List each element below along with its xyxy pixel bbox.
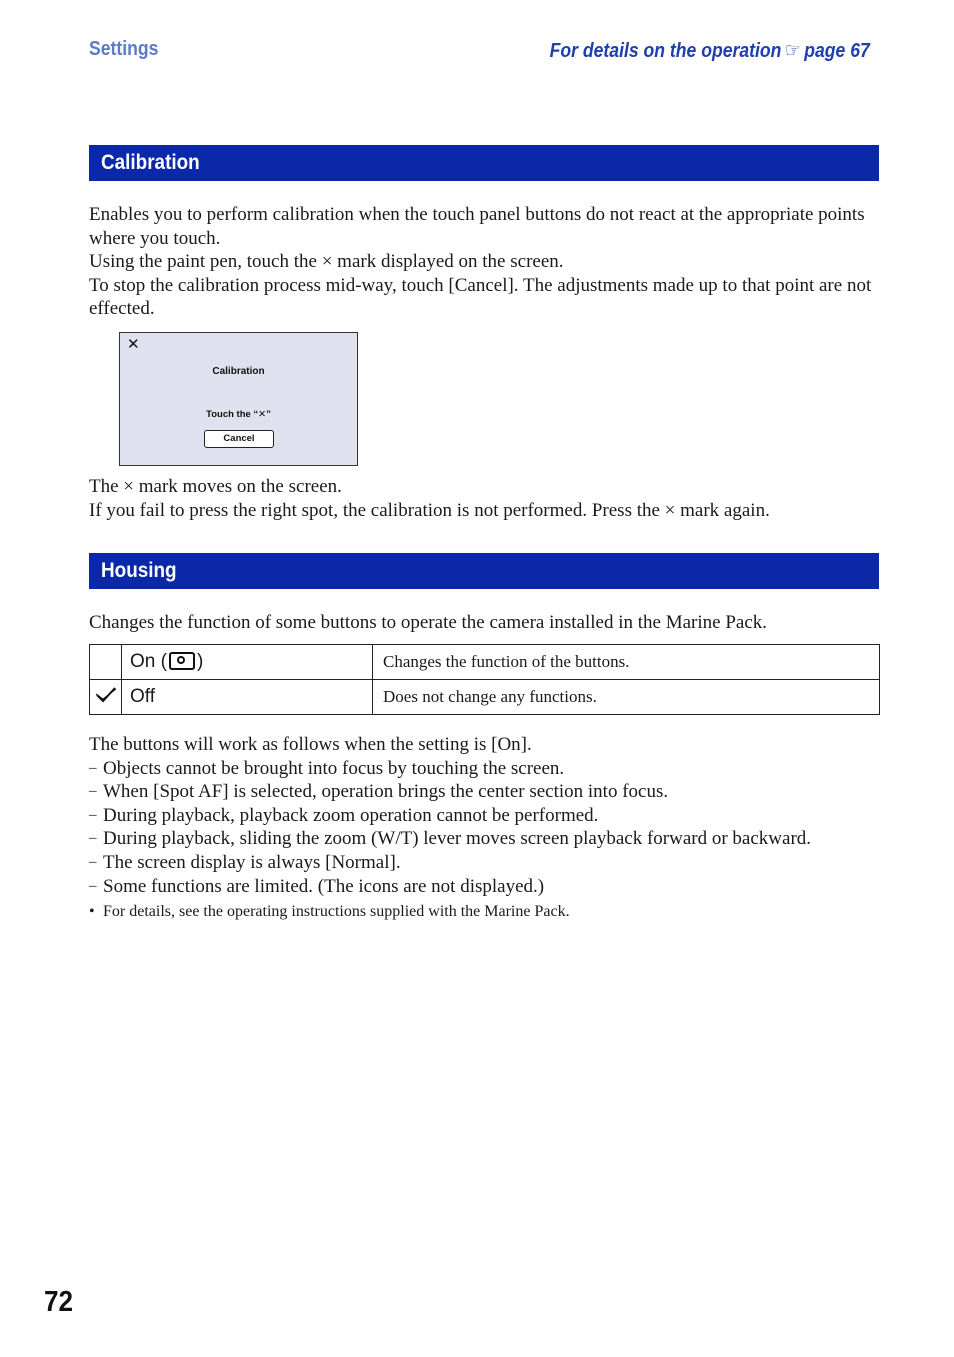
footnote-text: For details, see the operating instructions supplied with the Marine Pack. bbox=[103, 903, 570, 921]
housing-intro-text: Changes the function of some buttons to operate the camera installed in the Marine Pack. bbox=[89, 612, 767, 633]
list-item bbox=[89, 757, 879, 781]
list-item-text: The screen display is always [Normal]. bbox=[103, 851, 401, 873]
table-row bbox=[90, 680, 880, 715]
list-item bbox=[89, 827, 879, 851]
header-page-reference[interactable] bbox=[550, 38, 870, 63]
dash-marker: – bbox=[89, 806, 97, 823]
calibration-paragraph: Enables you to perform calibration when the touch panel buttons do not react at the appropriate points where you touch. bbox=[89, 204, 865, 249]
list-item bbox=[89, 875, 879, 899]
pointing-hand-icon: ☞ bbox=[785, 40, 801, 62]
housing-options-table bbox=[89, 644, 880, 715]
footnote bbox=[89, 900, 879, 924]
calibration-note: If you fail to press the right spot, the calibration is not performed. Press the × mark again. bbox=[89, 499, 770, 521]
cancel-button: Cancel bbox=[204, 430, 274, 448]
option-name-on bbox=[122, 645, 373, 680]
list-item-text: During playback, sliding the zoom (W/T) lever moves screen playback forward or backward. bbox=[103, 828, 812, 850]
dash-marker: – bbox=[89, 783, 97, 800]
calibration-paragraph: To stop the calibration process mid-way, touch [Cancel]. The adjustments made up to that point are not effected. bbox=[89, 274, 872, 320]
close-icon: ✕ bbox=[127, 336, 140, 353]
reference-page: page 67 bbox=[804, 40, 870, 62]
option-on-label-end: ) bbox=[196, 651, 204, 672]
dash-marker: – bbox=[89, 877, 97, 894]
calibration-title: Calibration bbox=[101, 151, 200, 174]
check-cell bbox=[90, 645, 122, 680]
calibration-instruction: Touch the “✕” bbox=[206, 409, 271, 420]
list-item-text: Some functions are limited. (The icons are not displayed.) bbox=[103, 875, 545, 897]
list-item bbox=[89, 851, 879, 875]
housing-camera-icon bbox=[169, 652, 195, 670]
housing-title: Housing bbox=[101, 559, 177, 582]
option-name-off: Off bbox=[122, 680, 373, 715]
dash-marker: – bbox=[89, 759, 97, 776]
list-item bbox=[89, 804, 879, 828]
dash-marker: – bbox=[89, 830, 97, 847]
calibration-notes bbox=[89, 475, 879, 522]
calibration-note: The × mark moves on the screen. bbox=[89, 476, 342, 497]
header-section-label: Settings bbox=[89, 38, 159, 60]
list-item bbox=[89, 780, 879, 804]
reference-prefix: For details on the operation bbox=[549, 40, 782, 62]
check-cell bbox=[90, 680, 122, 715]
housing-behavior-list bbox=[89, 733, 879, 924]
dash-marker: – bbox=[89, 853, 97, 870]
calibration-screen-illustration bbox=[119, 332, 358, 466]
list-item-text: When [Spot AF] is selected, operation brings the center section into focus. bbox=[103, 781, 669, 803]
list-item-text: During playback, playback zoom operation cannot be performed. bbox=[103, 804, 599, 826]
option-on-label: On ( bbox=[130, 651, 167, 672]
list-item-text: Objects cannot be brought into focus by touching the screen. bbox=[103, 757, 565, 779]
calibration-paragraph: Using the paint pen, touch the × mark displayed on the screen. bbox=[89, 251, 564, 273]
page-number: 72 bbox=[44, 1286, 74, 1318]
table-row bbox=[90, 645, 880, 680]
checkmark-icon bbox=[95, 686, 117, 704]
calibration-section-header bbox=[89, 145, 879, 181]
housing-section-header bbox=[89, 553, 879, 589]
calibration-description bbox=[89, 203, 879, 321]
bullet-marker: • bbox=[89, 903, 95, 921]
option-description: Does not change any functions. bbox=[373, 680, 880, 715]
behavior-intro: The buttons will work as follows when the setting is [On]. bbox=[89, 734, 532, 755]
housing-intro bbox=[89, 611, 879, 635]
calibration-screen-title: Calibration bbox=[212, 366, 265, 377]
option-description: Changes the function of the buttons. bbox=[373, 645, 880, 680]
